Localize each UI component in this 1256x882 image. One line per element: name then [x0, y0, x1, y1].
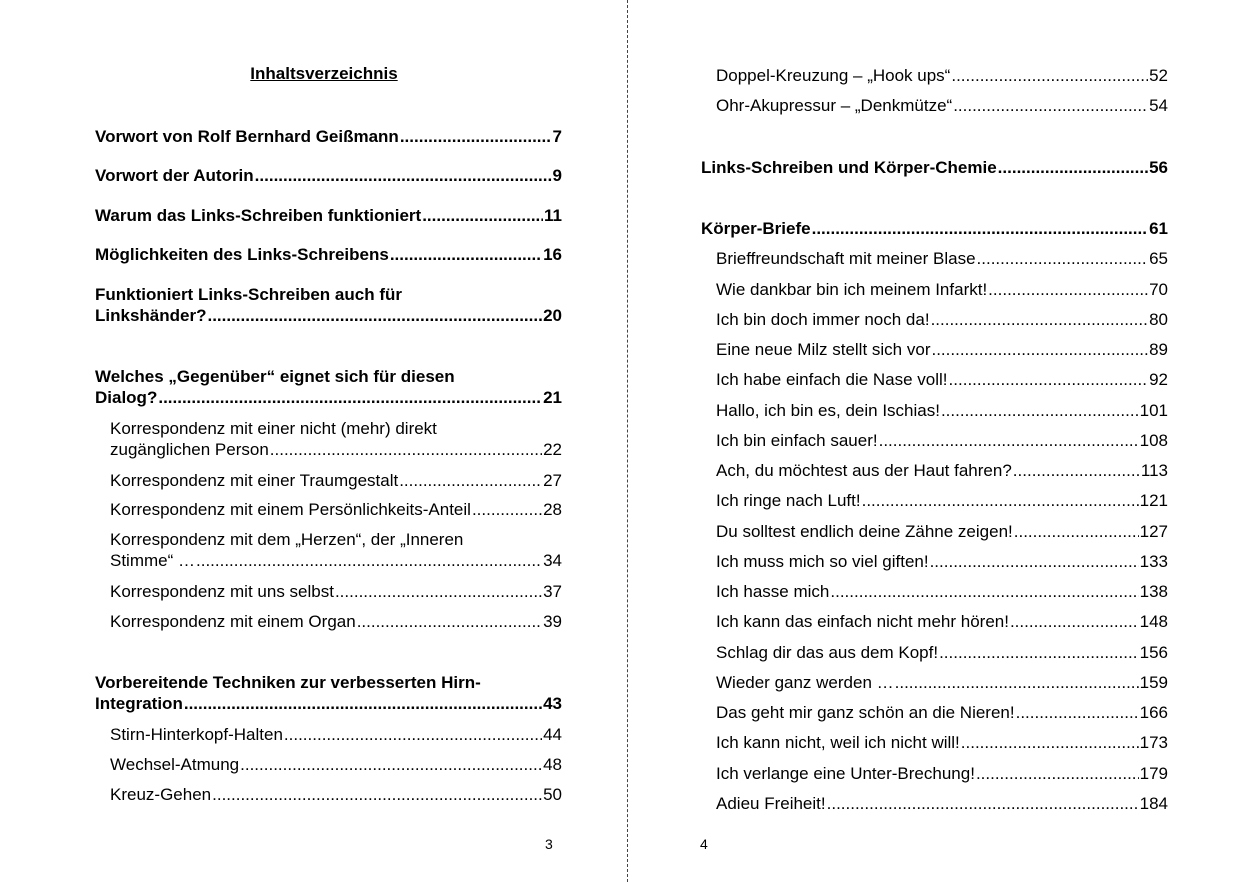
toc-entry[interactable]: Möglichkeiten des Links-Schreibens ..... 16 [95, 244, 562, 265]
toc-subentry[interactable]: Brieffreundschaft mit meiner Blase ..... 65 [716, 248, 1168, 269]
toc-subentry[interactable]: Wie dankbar bin ich meinem Infarkt! ..... 70 [716, 279, 1168, 300]
toc-entry[interactable]: Vorwort von Rolf Bernhard Geißmann ..... 7 [95, 126, 562, 147]
toc-subentry[interactable]: Wieder ganz werden … ..... 159 [716, 672, 1168, 693]
toc-subentry[interactable]: Kreuz-Gehen ..... 50 [110, 784, 562, 805]
toc-subentry[interactable]: Ich verlange eine Unter-Brechung! ..... 179 [716, 763, 1168, 784]
page-number: 4 [700, 836, 708, 852]
toc-subentry[interactable]: Korrespondenz mit uns selbst ..... 37 [110, 581, 562, 602]
toc-subentry[interactable]: Korrespondenz mit dem „Herzen“, der „Inneren Stimme“ … ..... 34 [110, 529, 562, 571]
page-number: 3 [545, 836, 553, 852]
toc-subentry[interactable]: Ich hasse mich ..... 138 [716, 581, 1168, 602]
toc-subentry[interactable]: Ich ringe nach Luft! ..... 121 [716, 490, 1168, 511]
page-divider [627, 0, 628, 882]
toc-subentry[interactable]: Ohr-Akupressur – „Denkmütze“ ..... 54 [716, 95, 1168, 116]
toc-subentry[interactable]: Ich bin doch immer noch da! ..... 80 [716, 309, 1168, 330]
toc-subentry[interactable]: Adieu Freiheit! ..... 184 [716, 793, 1168, 814]
right-page [629, 0, 1256, 882]
toc-subentry[interactable]: Hallo, ich bin es, dein Ischias! ..... 101 [716, 400, 1168, 421]
toc-subentry[interactable]: Das geht mir ganz schön an die Nieren! ..... 166 [716, 702, 1168, 723]
toc-subentry[interactable]: Ach, du möchtest aus der Haut fahren? ..... 113 [716, 460, 1168, 481]
toc-subentry[interactable]: Schlag dir das aus dem Kopf! ..... 156 [716, 642, 1168, 663]
toc-subentry[interactable]: Du solltest endlich deine Zähne zeigen! ..... 127 [716, 521, 1168, 542]
toc-subentry[interactable]: Eine neue Milz stellt sich vor ..... 89 [716, 339, 1168, 360]
toc-heading: Inhaltsverzeichnis [250, 64, 398, 83]
toc-entry[interactable]: Körper-Briefe ..... 61 [701, 218, 1168, 239]
toc-subentry[interactable]: Ich muss mich so viel giften! ..... 133 [716, 551, 1168, 572]
toc-subentry[interactable]: Korrespondenz mit einer Traumgestalt ..... 27 [110, 470, 562, 491]
toc-entry[interactable]: Funktioniert Links-Schreiben auch für Linkshänder? ..... 20 [95, 284, 562, 326]
toc-subentry[interactable]: Korrespondenz mit einem Organ ..... 39 [110, 611, 562, 632]
toc-entry[interactable]: Warum das Links-Schreiben funktioniert ..... 11 [95, 205, 562, 226]
toc-subentry[interactable]: Ich habe einfach die Nase voll! ..... 92 [716, 369, 1168, 390]
toc-subentry[interactable]: Korrespondenz mit einer nicht (mehr) direkt zugänglichen Person ..... 22 [110, 418, 562, 460]
toc-entry[interactable]: Welches „Gegenüber“ eignet sich für diesen Dialog? ..... 21 [95, 366, 562, 408]
toc-entry[interactable]: Links-Schreiben und Körper-Chemie ..... 56 [701, 157, 1168, 178]
toc-entry[interactable]: Vorbereitende Techniken zur verbesserten Hirn- Integration ..... 43 [95, 672, 562, 714]
toc-subentry[interactable]: Stirn-Hinterkopf-Halten ..... 44 [110, 724, 562, 745]
toc-subentry[interactable]: Korrespondenz mit einem Persönlichkeits-Anteil ..... 28 [110, 499, 562, 520]
toc-entry[interactable]: Vorwort der Autorin ..... 9 [95, 165, 562, 186]
toc-subentry[interactable]: Doppel-Kreuzung – „Hook ups“ ..... 52 [716, 65, 1168, 86]
toc-subentry[interactable]: Wechsel-Atmung ..... 48 [110, 754, 562, 775]
toc-subentry[interactable]: Ich kann das einfach nicht mehr hören! ..... 148 [716, 611, 1168, 632]
toc-subentry[interactable]: Ich bin einfach sauer! ..... 108 [716, 430, 1168, 451]
toc-subentry[interactable]: Ich kann nicht, weil ich nicht will! ..... 173 [716, 732, 1168, 753]
